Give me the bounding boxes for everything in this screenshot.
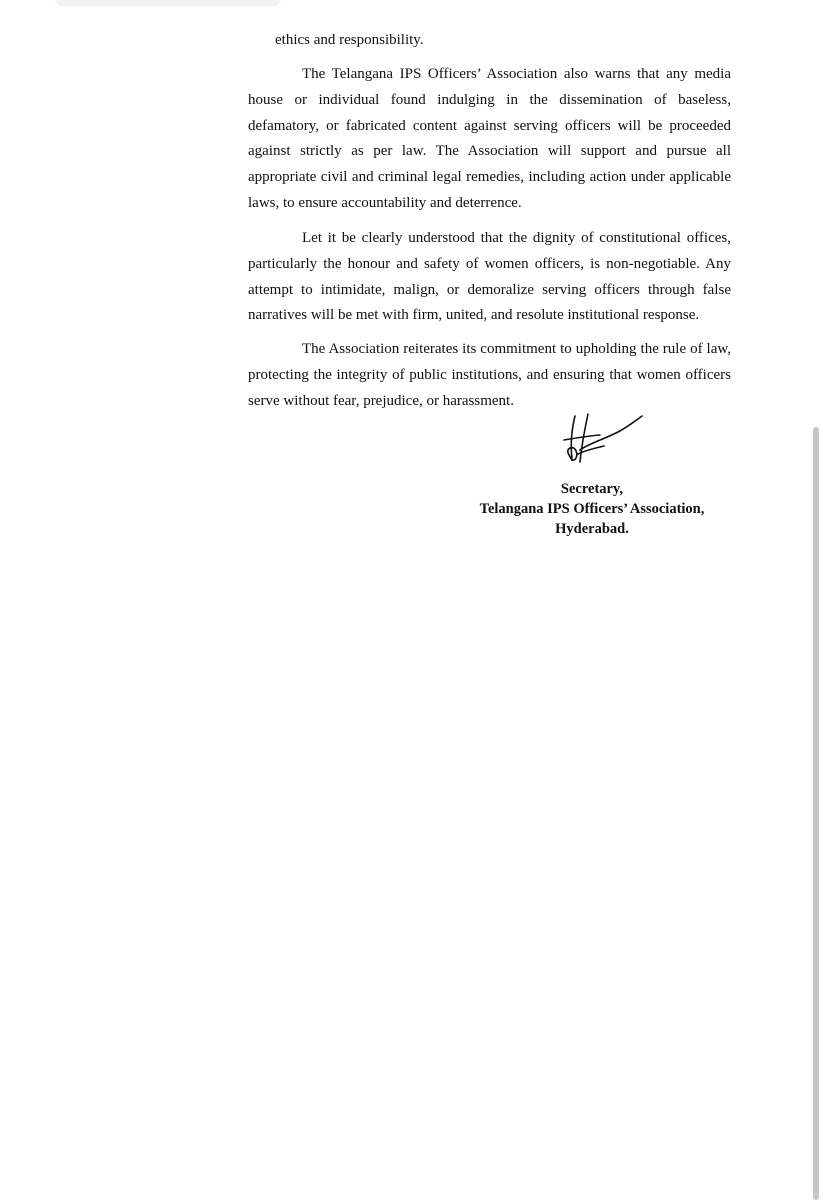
- handwritten-signature: [558, 410, 648, 468]
- signature-block: [462, 479, 722, 539]
- top-toolbar-fragment[interactable]: [54, 0, 282, 6]
- paragraph-continued: ethics and responsibility.: [275, 32, 424, 48]
- signatory-organization: Telangana IPS Officers’ Association,: [479, 501, 705, 517]
- scrollbar-thumb[interactable]: [813, 427, 819, 1200]
- vertical-scrollbar[interactable]: [809, 0, 823, 1200]
- paragraph-dignity: Let it be clearly understood that the dignity of constitutional offices, particularly the honour and safety of women officers, is non-negotiable. Any attempt to intimidate, malign, or demoralize serving officers through false narratives will be met with firm, united, and resolute institutional response.: [248, 230, 731, 324]
- signatory-city: Hyderabad.: [555, 521, 629, 537]
- signatory-designation: Secretary,: [560, 481, 624, 497]
- paragraph-commitment: The Association reiterates its commitment to upholding the rule of law, protecting the integrity of public institutions, and ensuring that women officers serve without fear, prejudice, or harassment.: [248, 341, 731, 409]
- paragraph-media-warning: The Telangana IPS Officers’ Association also warns that any media house or individual found indulging in the dissemination of baseless, defamatory, or fabricated content against serving officers will be proceeded against strictly as per law. The Association will support and pursue all appropriate civil and criminal legal remedies, including action under applicable laws, to ensure accountability and deterrence.: [248, 66, 731, 211]
